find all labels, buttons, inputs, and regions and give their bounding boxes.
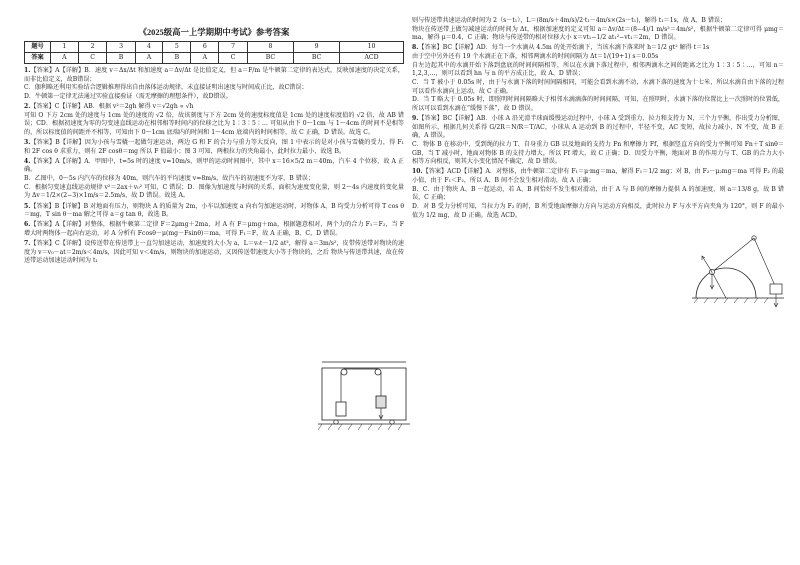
explanation-line (412, 203, 784, 220)
explanation-text: 【答案】C【详解】设传送带在传送带上一直匀加速运动，加速度的大小为 a，L＝v₀t－1/2 at²，解得 a＝3m/s²，皮带传送带对物块的速度为 v＝v₀－at＝2m/s＜4m/s，因此可知 v＜4m/s，则物块的加速运动，又因传送带速度大小等于物块的，之后 物块与传送带共速，故在传送带运动加速运动时间为 t₁ (24, 240, 404, 265)
explanation-text: B、C．由于物块 A、B 一起运动，若 A、B 间恰好不发生相对滑动，由于 A 与 B 间的摩擦力提供 A 的加速度，则 a＝13/8 g，故 B 错误，C 正确； (412, 185, 784, 202)
question-number-cell: 4 (135, 41, 163, 52)
explanation-line (24, 112, 404, 138)
explanation-text: D．对 B 受力分析可知，当拉力为 F₂ 的时，B 所受地面摩擦力方向与运动方向相反，此时拉力 F 与水平方向夹角为 120°，则 F 的最小值为 1/2 mg，故 D 正确。故选 ACD。 (412, 202, 784, 219)
question-number: 5. (24, 202, 31, 210)
answer-explanation (24, 139, 404, 156)
answer-cell: B (107, 52, 135, 63)
explanation-line (412, 186, 784, 203)
explanation-line (24, 103, 404, 112)
answer-cell: C (219, 52, 248, 63)
radius-line (712, 272, 726, 298)
explanation-line (412, 17, 784, 26)
explanation-line (412, 44, 784, 53)
explanation-line (412, 53, 784, 62)
question-number-cell: 8 (247, 41, 293, 52)
hemisphere-force-figure (692, 232, 784, 310)
question-number-cell: 3 (107, 41, 135, 52)
answer-table (24, 41, 404, 64)
explanation-text: 【答案】A【详解】A．甲图中，t=5s 时的速度 v=10m/s，则甲的运动时间图中，其中 x＝16×5/2 m＝40m，汽车 4 个位移，故 A 正确。 (24, 157, 404, 174)
explanation-line (24, 158, 404, 175)
explanation-text: C．物体 B 在移动中，受到绳的拉力 T、自身重力 GB 以及地面的支持力 Fn 和摩擦力 Ff，根据竖直方向的受力平衡可知 Fn＋T sinθ＝GB，当 T 减小时，地面对物体 B 的支持力增大，所以 Ff 增大，故 C 正确；D．因受力平衡，地面对 B 的作用力与 T、GB 的合力大小相等方向相反，则其大小变化情况不确定，故 D 错误。 (412, 140, 784, 166)
left-column (24, 0, 404, 565)
explanation-text: 【答案】BC【详解】AD．每当一个水滴从 4.5m 的处开始滴下，当该水滴下落来时 h＝1/2 gt² 解得 t＝1s (418, 44, 710, 52)
question-number-cell: 2 (78, 41, 107, 52)
question-number: 7. (24, 240, 31, 248)
explanation-text: 则与传送带共速运动的时间为 2（s－t₁），L＝(8m/s＋4m/s)/2·t₁－4m/s×(2s－t₁)，解得 t₁＝1s，故 A、B 错误； (412, 17, 727, 24)
explanation-text: 物块在传送带上做匀减速运动的时间为 Δt，根据加速度的定义可知 a＝Δv/Δt＝(8−4)/1 m/s²＝4m/s²，根据牛顿第二定律可得 μmg＝ma，解得 μ＝0.4，C 正确；物块与传送带的相对位移大小 x＝vt₁−1/2 at₁²−vt₁＝2m，D 错误。 (412, 25, 784, 42)
ground-hatch (318, 424, 402, 430)
right-question-list (412, 17, 784, 220)
question-number: 8. (412, 44, 419, 52)
explanation-text: 【答案】C【详解】AB．根据 v²＝2gh 解得 v＝√2gh ∝ √h (30, 102, 194, 110)
explanation-line (412, 141, 784, 167)
rope-down (754, 238, 776, 288)
explanation-line (412, 168, 784, 185)
answer-cell: A (191, 52, 219, 63)
answer-explanation (412, 17, 784, 43)
explanation-text: C．伽利略还利用实验结合逻辑推理得出自由落体运动规律，未直接证明出速度与时间成正比，故C错误； (24, 84, 308, 92)
answer-cell: ACD (340, 52, 404, 63)
explanation-line (412, 79, 784, 96)
block-b (770, 284, 782, 294)
question-number: 4. (24, 157, 31, 165)
answer-cell: A (51, 52, 79, 63)
answer-cell: B (163, 52, 191, 63)
answer-table-number-row (25, 41, 404, 52)
answer-explanation (24, 158, 404, 201)
explanation-line (24, 221, 404, 238)
question-number-cell: 7 (219, 41, 248, 52)
answer-explanation (412, 168, 784, 220)
explanation-text: C．根据匀变速直线运动规律 v²＝2ax＋v₀² 可知，C 错误；D．图像为加速度与时间的关系，面积为速度变化量，则 2～4s 内速度的变化量为 Δv＝1/2×(2−3)×1m/s＝2.5m/s，故 D 错误。故选 A。 (24, 183, 404, 200)
question-number: 10. (412, 168, 423, 176)
hemisphere-arc (696, 268, 756, 298)
explanation-line (24, 93, 404, 102)
explanation-text: 自左边起其中的水滴开始下落到盘底的时间间隔相等，所以在水滴下落过程中，相邻两滴水之间的距离之比为 1∶3∶5∶…，可知 n＝1,2,3,…，则可以看到 hn 与 n 的平方成正比，故 A、D 错误； (412, 61, 784, 78)
answer-explanation (24, 67, 404, 102)
answer-cell: A (135, 52, 163, 63)
answer-cell: BC (294, 52, 340, 63)
pulley-cart-figure (318, 358, 410, 436)
explanation-text: D．牛顿第一定律无法通过实验直接验证（需无摩擦的理想条件），故D错误。 (24, 92, 232, 100)
answer-explanation (24, 103, 404, 138)
answer-cell: C (78, 52, 107, 63)
question-number: 3. (24, 139, 31, 147)
answer-table-row-label: 题号 (25, 41, 51, 52)
explanation-text: D．当 T 略大于 0.05s 时，即照明时间间隔略大于相邻水滴滴落的时间间隔，可知，在照明时，水滴下落的位置比上一次照时的位置低，所以可以看到水滴在“缓慢下落”，故 D 错误。 (412, 96, 784, 112)
explanation-line (412, 62, 784, 79)
block-b (376, 396, 386, 408)
question-number-cell: 10 (340, 41, 404, 52)
block-a (336, 402, 346, 416)
rope-line (712, 238, 754, 272)
pulley-left (341, 369, 347, 375)
explanation-line (24, 203, 404, 220)
explanation-text: 可知 O 下方 2cm 处的速度与 1cm 处的速度的 √2 倍，故该刻度与下方 2cm 处的速度标度值是 1cm 处的速度标度值的 √2 倍，故 AB 错误；CD．根据初速度为零的匀变速直线运动在相邻相等时间内的位移之比为 1∶3∶5∶… 可知从由下 0～1cm 与 1～4cm 的时间不是相等的，所以标度值的间距并不相等，可知由下 0～1cm 底端内的时间和 1～4cm 底端内的时间相等，故 C 正确，D 错误。故选 C。 (24, 111, 404, 136)
ground-hatch (694, 298, 768, 303)
explanation-text: 【答案】B【详解】B 对地面有压力，则物块 A 的质量为 2m，小车以加速度 a 向右匀加速运动时，对物体 A、B 均受力分析可得 T cos θ＝mg，T sin θ－ma 解之可得 a＝g tan θ，故选 B。 (24, 202, 404, 219)
explanation-line (412, 26, 784, 43)
left-question-list (24, 67, 404, 266)
explanation-text: 【答案】ACD【详解】A．对整体，由牛顿第二定律有 F₁＝μ·mg＝ma，解得 F₁＝1/2 mg；对 B，由 F₂－μ₂mg＝ma 可得 F₂ 的最小值，由于 F₁＜F₂，所以 A、B 间不会发生相对滑动，故 A 正确； (412, 168, 784, 185)
answer-explanation (24, 221, 404, 238)
document-title: 《2025级高一上学期期中考试》参考答案 (138, 28, 290, 37)
explanation-line (24, 184, 404, 201)
explanation-line (24, 139, 404, 156)
explanation-line (412, 96, 784, 113)
explanation-line (24, 67, 404, 84)
question-number-cell: 9 (294, 41, 340, 52)
question-number-cell: 1 (51, 41, 79, 52)
question-number: 6. (24, 221, 31, 229)
answer-explanation (24, 240, 404, 266)
explanation-text: 【答案】A【详解】B．速度 v＝Δx/Δt 和加速度 a＝Δv/Δt 是比值定义，但 a＝F/m 是牛顿第二定律的表达式，反映加速度的决定关系，而非比值定义，故B错误； (24, 66, 404, 83)
answer-table-row-label: 答案 (25, 52, 51, 63)
question-number: 2. (24, 102, 31, 110)
answer-cell: BC (247, 52, 293, 63)
answer-explanation (412, 115, 784, 167)
answer-explanation (24, 203, 404, 220)
answer-explanation (412, 44, 784, 113)
explanation-line (24, 240, 404, 266)
cart-frame (322, 368, 406, 420)
explanation-text: C．当 T 被小于 0.05s 时，由于与水滴下落的时间间隔相同，可能会看到水滴不动，水滴下落的速度为十七米，所以水滴自由下落的过程可以看作水滴向上运动，故 C 正确。 (412, 78, 784, 95)
wheel-left (334, 420, 338, 424)
question-number: 9. (412, 115, 419, 123)
explanation-text: B．乙图中，0～5s 内汽车的位移为 40m，则汽车的平均速度 v=8m/s，故汽车的初速度不为零，B 错误； (24, 175, 314, 183)
pulley-right (375, 369, 381, 375)
explanation-line (24, 84, 404, 93)
explanation-line (24, 175, 404, 184)
explanation-text: 由于空中另外还有 19 个水滴正在下落，相邻两滴水的时间间隔为 Δt＝1/(19+1) s＝0.05s (412, 53, 659, 61)
answer-table-answer-row (25, 52, 404, 63)
wheel-right (390, 420, 394, 424)
explanation-text: 【答案】B【详解】因为小孩与雪橇一起做匀速运动，两边 G 和 F 的合力与重力等大反向，图 1 中表示的是对小孩与雪橇的受力，得 F₁ 和 2F cos θ 求重力，则有 2F cosθ＝mg 所以 F 值最小；图 3 可知，两根拉力的夹角最小，此时拉力最小，故选 B。 (24, 139, 404, 155)
question-number: 1. (24, 66, 31, 74)
question-number-cell: 5 (163, 41, 191, 52)
explanation-text: 【答案】BC【详解】AB．小球 A 沿光滑半球面缓慢运动过程中，小球 A 受到重力、拉力和支持力 N，三个力平衡，作出受力分析图，如图所示，根据几何关系得 G/2R＝N/R＝T/AC，小球从 A 运动到 B 的过程中，半径不变，AC 变短，故拉力减小，N 不变，故 B 正确，A 错误。 (412, 115, 784, 140)
explanation-text: 【答案】A【详解】对整体，根据牛顿第二定律 F＝2μmg＋2ma，对 A 有 F＝μmg＋ma，根据题意相对，两个力的合力 F₁＝F₂，当 F 增大时两物体一起向右运动，对 A 分析有 Fcosθ－μ(mg－Fsinθ)＝ma，可得 F₁＝F，故 A 正确，B、C、D 错误。 (24, 221, 404, 237)
question-number-cell: 6 (191, 41, 219, 52)
explanation-line (412, 115, 784, 141)
